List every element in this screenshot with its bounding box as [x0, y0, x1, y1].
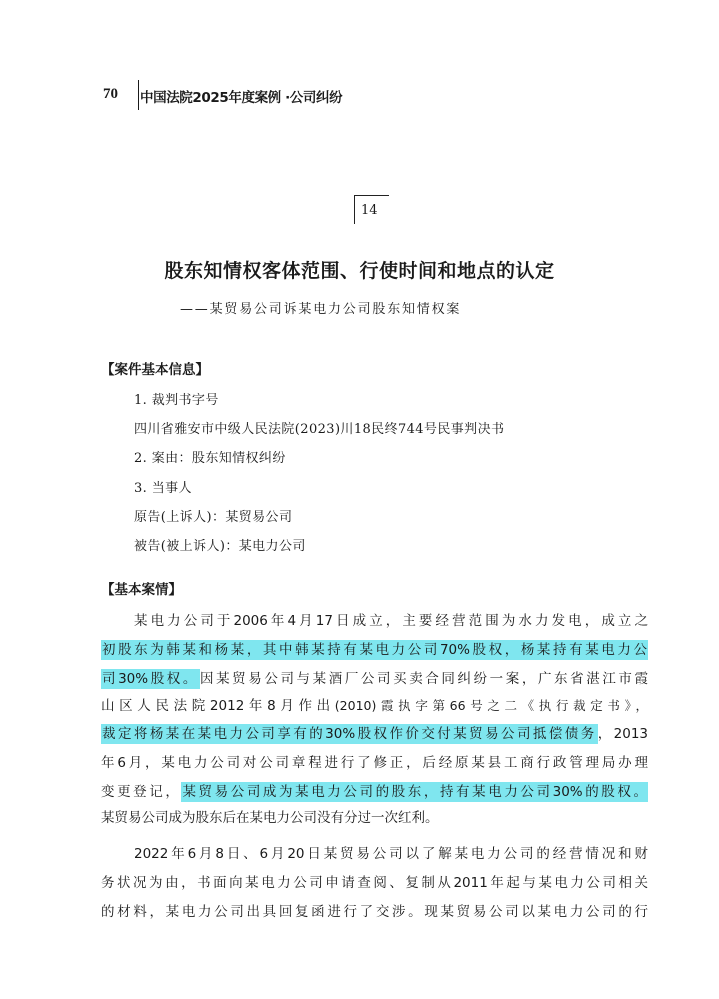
book-title: 中国法院2025年度案例 ·公司纠纷 — [140, 90, 343, 106]
text-span: 变更登记， — [101, 784, 182, 800]
paragraph-line: 2022年6月8日、6月20日某贸易公司以了解某电力公司的经营情况和财 — [134, 846, 648, 862]
paragraph-line: 务状况为由，书面向某电力公司申请查阅、复制从2011年起与某电力公司相关 — [101, 875, 648, 891]
section-heading-facts: 【基本案情】 — [101, 582, 182, 598]
paragraph-line: 年6月，某电力公司对公司章程进行了修正，后经原某县工商行政管理局办理 — [101, 755, 648, 771]
info-line: 2. 案由：股东知情权纠纷 — [134, 451, 286, 466]
highlighted-text: 某贸易公司成为某电力公司的股东，持有某电力公司30%的股权。 — [182, 784, 647, 800]
highlighted-text: 裁定将杨某在某电力公司享有的30%股权作价交付某贸易公司抵偿债务 — [102, 726, 597, 742]
paragraph-line — [101, 638, 648, 658]
info-line: 1. 裁判书字号 — [134, 393, 219, 408]
info-line: 原告(上诉人)：某贸易公司 — [134, 510, 293, 525]
section-heading-basic-info: 【案件基本信息】 — [101, 362, 209, 378]
paragraph-line — [101, 780, 648, 800]
highlighted-text: 初股东为韩某和杨某，其中韩某持有某电力公司70%股权，杨某持有某电力公 — [102, 642, 647, 658]
case-title: 股东知情权客体范围、行使时间和地点的认定 — [164, 260, 555, 282]
header-divider — [138, 80, 139, 110]
text-span: 山区人民法院2012年8月作出 — [101, 698, 335, 714]
case-number: 14 — [361, 203, 378, 218]
paragraph-line: 某贸易公司成为股东后在某电力公司没有分过一次红利。 — [101, 810, 439, 826]
paragraph-line — [101, 667, 648, 687]
info-line: 3. 当事人 — [134, 481, 192, 496]
page-number: 70 — [103, 86, 118, 102]
text-span: ，2013 — [597, 726, 648, 742]
text-span: 因某贸易公司与某酒厂公司买卖合同纠纷一案，广东省湛江市霞 — [199, 671, 649, 687]
paragraph-line — [101, 694, 648, 714]
info-line: 四川省雅安市中级人民法院(2023)川18民终744号民事判决书 — [134, 422, 505, 437]
text-span: (2010)霞执字第66号之二《执行裁定书》， — [334, 698, 648, 713]
paragraph-line: 的材料，某电力公司出具回复函进行了交涉。现某贸易公司以某电力公司的行 — [101, 904, 648, 920]
highlighted-text: 司30%股权。 — [102, 671, 199, 687]
paragraph-line — [101, 722, 648, 742]
info-line: 被告(被上诉人)：某电力公司 — [134, 539, 306, 554]
case-subtitle: ——某贸易公司诉某电力公司股东知情权案 — [180, 302, 462, 317]
paragraph-line: 某电力公司于2006年4月17日成立，主要经营范围为水力发电，成立之 — [134, 613, 648, 629]
